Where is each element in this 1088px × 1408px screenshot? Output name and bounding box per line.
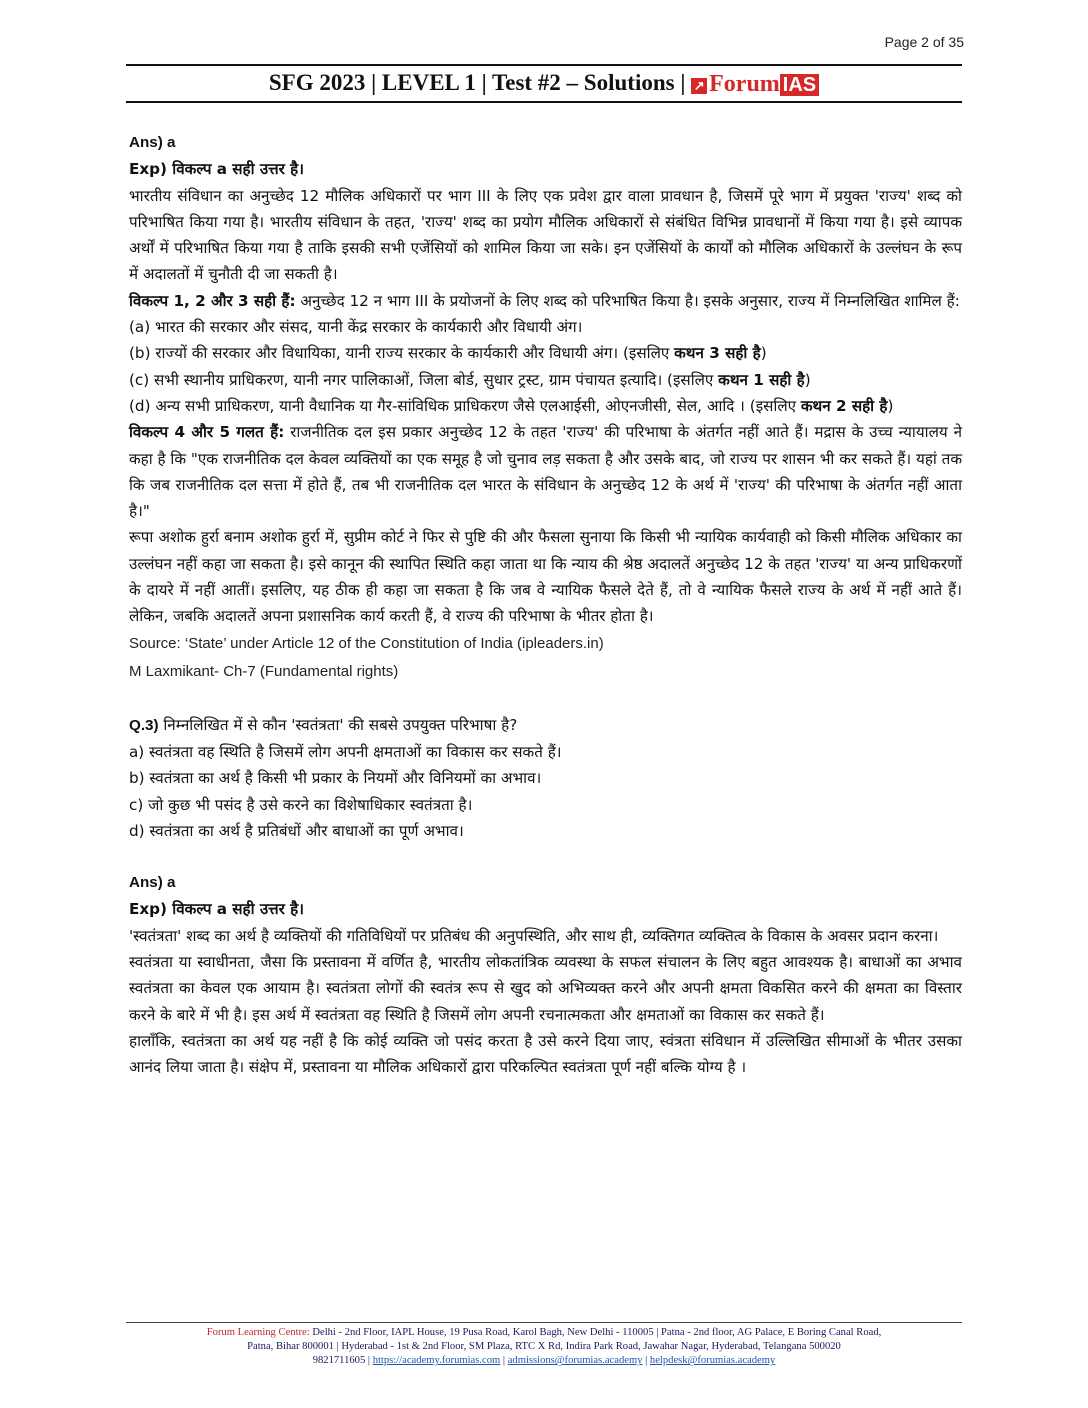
footer-admissions-email[interactable]: admissions@forumias.academy xyxy=(507,1355,643,1367)
footer-phone: 9821711605 xyxy=(312,1355,366,1367)
q3-option-b: b) स्वतंत्रता का अर्थ है किसी भी प्रकार के नियमों और विनियमों का अभाव। xyxy=(129,769,542,788)
logo-ias-text: IAS xyxy=(780,74,819,96)
q2-paragraph-3 xyxy=(129,419,962,524)
q3-label: Q.3) xyxy=(129,716,159,734)
q2-explanation-heading: Exp) विकल्प a सही उत्तर है। xyxy=(129,160,304,179)
source-line-1: Source: ‘State’ under Article 12 of the Constitution of India (ipleaders.in) xyxy=(129,634,604,652)
q2-answer-label: Ans) a xyxy=(129,134,176,151)
q2-p3-text: राजनीतिक दल इस प्रकार अनुच्छेद 12 के तहत 'राज्य' की परिभाषा के अंतर्गत नहीं आते हैं। मद्रास के उच्च न्यायालय ने कहा है कि "एक राजनीतिक दल केवल व्यक्तियों का एक समूह है जो चुनाव लड़ सकता है और उसके बाद, जो राज्य पर शासन भी कर सकते हैं। यहां तक कि जब राजनीतिक दल सत्ता में होते हैं, तब भी राजनीतिक दल भारत के संविधान के अनुच्छेद 12 के अर्थ में 'राज्य' की परिभाषा के अंतर्गत नहीं आता है।" xyxy=(129,423,962,521)
q2-paragraph-2 xyxy=(129,288,962,314)
footer-line-2: Patna, Bihar 800001 | Hyderabad - 1st & 2nd Floor, SM Plaza, RTC X Rd, Indira Park Road, Jawahar Nagar, Hyderabad, Telangana 500020 xyxy=(247,1341,841,1353)
page-footer xyxy=(126,1326,962,1369)
q3-paragraph-3: हालाँकि, स्वतंत्रता का अर्थ यह नहीं है कि कोई व्यक्ति जो पसंद करता है उसे करने दिया जाए, स्वंत्रता संविधान में उल्लिखित सीमाओं के भीतर उसका आनंद लिया जाता है। संक्षेप में, प्रस्तावना या मौलिक अधिकारों द्वारा परिकल्पित स्वतंत्रता पूर्ण नहीं बल्कि योग्य है । xyxy=(129,1031,962,1077)
q2-item-c-bold: कथन 1 सही है xyxy=(718,370,805,389)
spacer xyxy=(129,686,962,712)
q3-question-text: निम्नलिखित में से कौन 'स्वतंत्रता' की सबसे उपयुक्त परिभाषा है? xyxy=(158,715,518,734)
header-rule-top xyxy=(126,64,962,66)
q3-paragraph-1: 'स्वतंत्रता' शब्द का अर्थ है व्यक्तियों की गतिविधियों पर प्रतिबंध की अनुपस्थिति, और साथ ही, व्यक्तिगत व्यक्तित्व के विकास के अवसर प्रदान करना। xyxy=(129,926,939,945)
footer-brand: Forum Learning Centre: xyxy=(206,1327,310,1338)
page-content xyxy=(129,130,962,1081)
q3-option-d: d) स्वतंत्रता का अर्थ है प्रतिबंधों और बाधाओं का पूर्ण अभाव। xyxy=(129,821,464,840)
header-title: SFG 2023 | LEVEL 1 | Test #2 – Solutions | xyxy=(268,70,686,95)
q2-item-a: (a) भारत की सरकार और संसद, यानी केंद्र सरकार के कार्यकारी और विधायी अंग। xyxy=(129,318,583,337)
q2-paragraph-1: भारतीय संविधान का अनुच्छेद 12 मौलिक अधिकारों पर भाग III के लिए एक प्रवेश द्वार वाला प्रावधान है, जिसमें पूरे भाग में प्रयुक्त 'राज्य' शब्द को परिभाषित किया गया है। भारतीय संविधान के तहत, 'राज्य' शब्द का प्रयोग मौलिक अधिकारों से संबंधित विभिन्न प्रावधानों में किया गया है। इसे व्यापक अर्थों में परिभाषित किया गया है ताकि इसकी सभी एजेंसियों को शामिल किया जा सके। इन एजेंसियों के कार्यों को मौलिक अधिकारों के उल्लंघन के रूप में अदालतों में चुनौती दी जा सकती है। xyxy=(129,186,962,284)
q3-paragraph-2: स्वतंत्रता या स्वाधीनता, जैसा कि प्रस्तावना में वर्णित है, भारतीय लोकतांत्रिक व्यवस्था के सफल संचालन के लिए बहुत आवश्यक है। बाधाओं का अभाव स्वतंत्रता का केवल एक आयाम है। स्वतंत्रता लोगों की स्वतंत्र रूप से खुद को अभिव्यक्त करने और अपनी क्षमता विकसित करने की क्षमता का विस्तार करने के बारे में भी है। इस अर्थ में स्वतंत्रता वह स्थिति है जिसमें लोग अपनी रचनात्मकता और क्षमताओं का विकास कर सकते हैं। xyxy=(129,953,962,1024)
q2-item-d-bold: कथन 2 सही है xyxy=(800,396,888,415)
q2-item-b: (b) राज्यों की सरकार और विधायिका, यानी राज्य सरकार के कार्यकारी और विधायी अंग। (इसलिए कथन 3 सही है) xyxy=(129,344,767,363)
q2-p2-text: अनुच्छेद 12 न भाग III के प्रयोजनों के लिए शब्द को परिभाषित किया है। इसके अनुसार, राज्य में निम्नलिखित शामिल हैं: xyxy=(295,291,960,310)
footer-line-1: Forum Learning Centre: Delhi - 2nd Floor, IAPL House, 19 Pusa Road, Karol Bagh, New Delhi - 110005 | Patna - 2nd floor, AG Palace, E Boring Canal Road, xyxy=(206,1327,882,1338)
footer-rule xyxy=(126,1322,962,1323)
q3-option-a: a) स्वतंत्रता वह स्थिति है जिसमें लोग अपनी क्षमताओं का विकास कर सकते हैं। xyxy=(129,742,562,761)
q3-option-c: c) जो कुछ भी पसंद है उसे करने का विशेषाधिकार स्वतंत्रता है। xyxy=(129,795,473,814)
q3-question xyxy=(129,712,962,739)
q2-item-c: (c) सभी स्थानीय प्राधिकरण, यानी नगर पालिकाओं, जिला बोर्ड, सुधार ट्रस्ट, ग्राम पंचायत इत्यादि। (इसलिए कथन 1 सही है) xyxy=(129,370,811,389)
q2-item-d: (d) अन्य सभी प्राधिकरण, यानी वैधानिक या गैर-सांविधिक प्राधिकरण जैसे एलआईसी, ओएनजीसी, सेल, आदि । (इसलिए कथन 2 सही है) xyxy=(129,396,894,415)
logo-arrow-icon: ↗ xyxy=(691,78,707,94)
q2-p2-bold: विकल्प 1, 2 और 3 सही हैं: xyxy=(129,291,296,310)
spacer xyxy=(129,844,962,870)
footer-helpdesk-email[interactable]: helpdesk@forumias.academy xyxy=(649,1355,776,1367)
footer-academy-link[interactable]: https://academy.forumias.com xyxy=(372,1355,501,1367)
document-header xyxy=(126,70,962,98)
logo-forum-text: Forum xyxy=(709,71,780,98)
page-number: Page 2 of 35 xyxy=(884,34,964,50)
q2-paragraph-4: रूपा अशोक हुर्रा बनाम अशोक हुर्रा में, सुप्रीम कोर्ट ने फिर से पुष्टि की और फैसला सुनाया कि किसी भी न्यायिक कार्यवाही को किसी मौलिक अधिकार का उल्लंघन नहीं कहा जा सकता है। इसे कानून की स्थापित स्थिति कहा जाता था कि न्याय की श्रेष्ठ अदालतें अनुच्छेद 12 के तहत 'राज्य' या अन्य प्राधिकरणों के दायरे में नहीं आतीं। इसलिए, यह ठीक ही कहा जा सकता है कि जब वे न्यायिक फैसले देते हैं, तो वे न्यायिक फैसले राज्य के अर्थ में नहीं आते हैं। लेकिन, जबकि अदालतें अपना प्रशासनिक कार्य करती हैं, वे राज्य की परिभाषा के भीतर होता है। xyxy=(129,528,962,626)
source-line-2: M Laxmikant- Ch-7 (Fundamental rights) xyxy=(129,662,399,680)
q3-explanation-heading: Exp) विकल्प a सही उत्तर है। xyxy=(129,900,304,919)
footer-line-3: 9821711605 | https://academy.forumias.com | admissions@forumias.academy | helpdesk@forumias.academy xyxy=(312,1355,776,1367)
q3-answer-label: Ans) a xyxy=(129,874,176,892)
forumias-logo xyxy=(691,71,819,98)
q2-p3-bold: विकल्प 4 और 5 गलत हैं: xyxy=(129,423,285,442)
header-rule-bottom xyxy=(126,101,962,103)
q2-item-b-bold: कथन 3 सही है xyxy=(674,344,761,363)
